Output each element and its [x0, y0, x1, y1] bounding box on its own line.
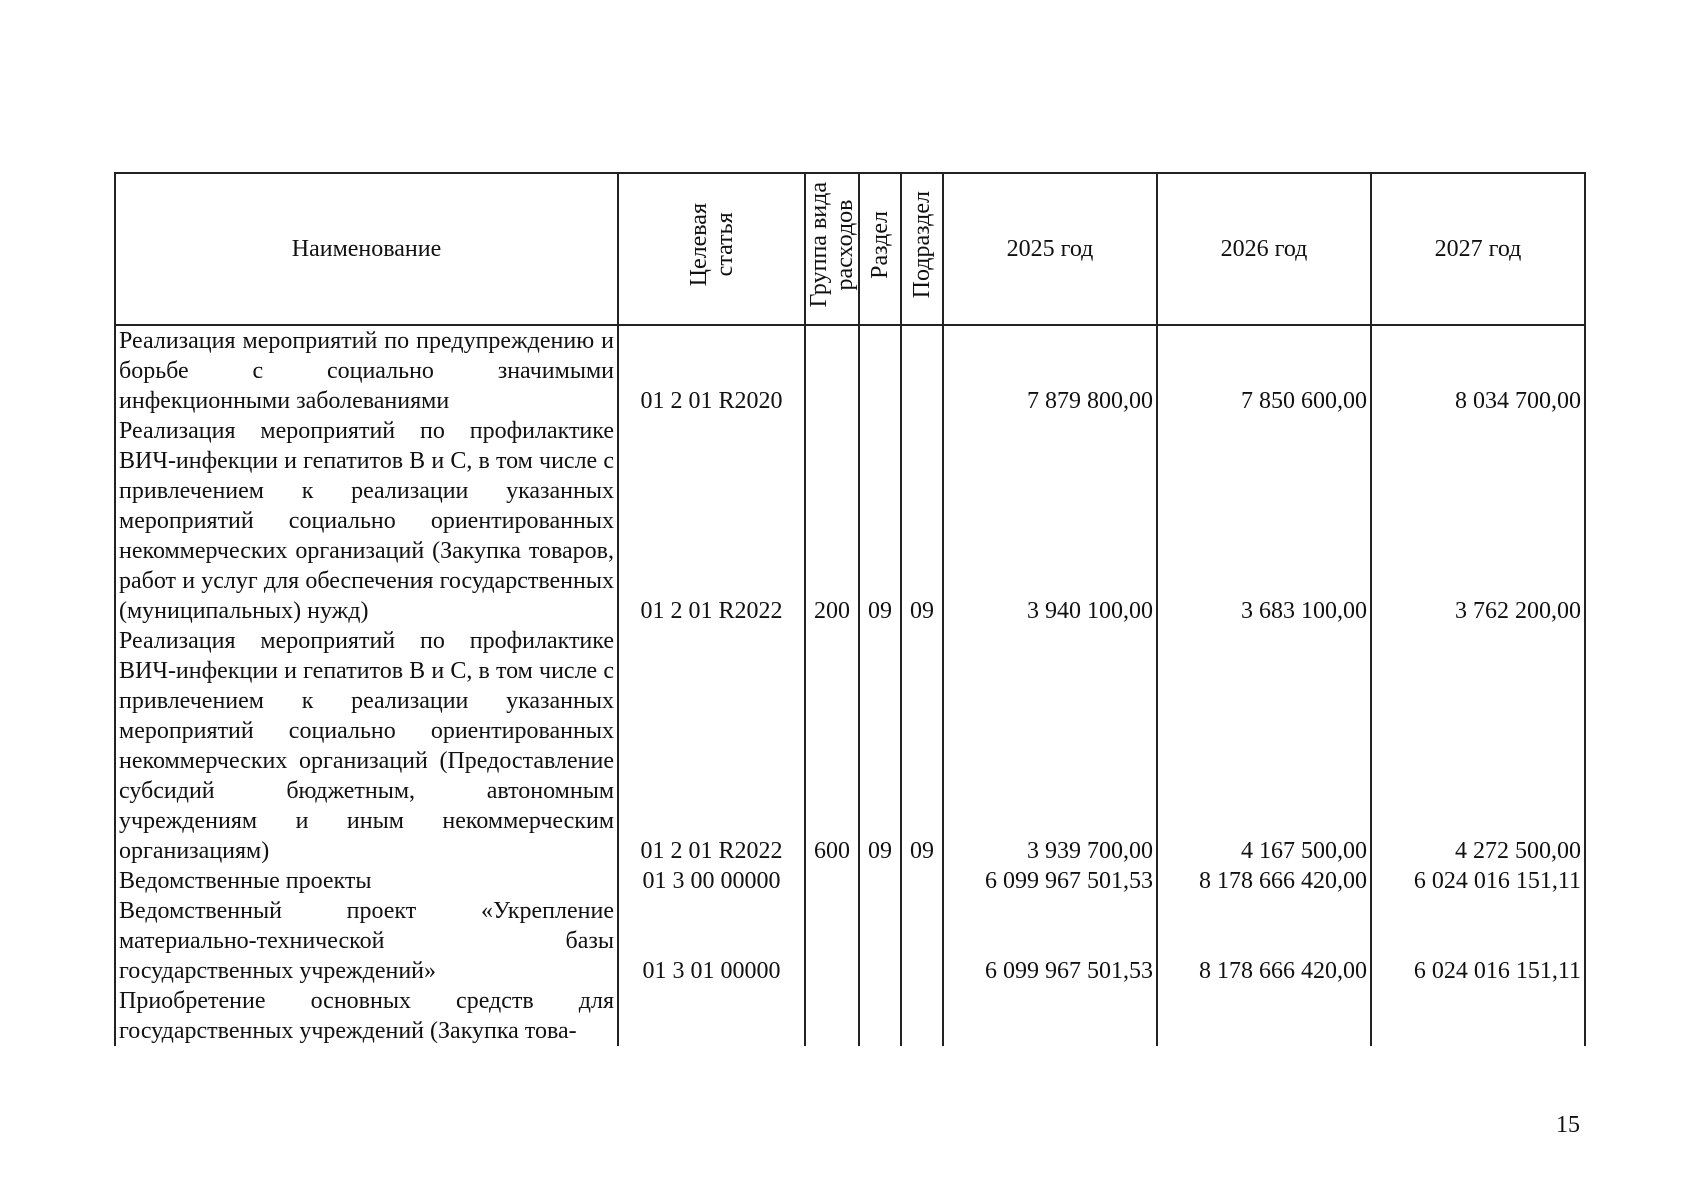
budget-table	[114, 172, 1586, 1046]
header-section: Раздел	[859, 173, 901, 325]
table-row	[115, 416, 1585, 626]
header-year-2026: 2026 год	[1157, 173, 1371, 325]
row-amount-2025: 6 099 967 501,53	[943, 866, 1157, 896]
table-row	[115, 325, 1585, 416]
row-section	[859, 325, 901, 416]
row-amount-2025	[943, 986, 1157, 1046]
row-target-code	[618, 986, 805, 1046]
row-amount-2026: 3 683 100,00	[1157, 416, 1371, 626]
row-amount-2027: 6 024 016 151,11	[1371, 896, 1585, 986]
row-amount-2027: 8 034 700,00	[1371, 325, 1585, 416]
row-target-code: 01 2 01 R2020	[618, 325, 805, 416]
table-row	[115, 866, 1585, 896]
row-subsection	[901, 896, 943, 986]
row-amount-2027	[1371, 986, 1585, 1046]
row-name: Реализация мероприятий по профилактике ВИЧ-инфекции и гепатитов В и С, в том числе с привлечением к реализации указанных мероприятий социально ориентированных некоммерческих организаций (Закупка товаров, работ и услуг для обеспечения государственных (муниципальных) нужд)	[115, 416, 618, 626]
row-amount-2026	[1157, 986, 1371, 1046]
row-target-code: 01 3 00 00000	[618, 866, 805, 896]
row-expense-group	[805, 896, 859, 986]
row-subsection	[901, 325, 943, 416]
row-section	[859, 986, 901, 1046]
row-amount-2026: 4 167 500,00	[1157, 626, 1371, 866]
row-name: Реализация мероприятий по профилактике ВИЧ-инфекции и гепатитов В и С, в том числе с привлечением к реализации указанных мероприятий социально ориентированных некоммерческих организаций (Предоставление субсидий бюджетным, автономным учреждениям и иным некоммерческим организациям)	[115, 626, 618, 866]
row-name: Ведомственный проект «Укрепление материально-технической базы государственных учреждений»	[115, 896, 618, 986]
row-section	[859, 896, 901, 986]
table-row	[115, 986, 1585, 1046]
row-name: Приобретение основных средств для государственных учреждений (Закупка това-	[115, 986, 618, 1046]
row-amount-2025: 3 940 100,00	[943, 416, 1157, 626]
row-amount-2025: 7 879 800,00	[943, 325, 1157, 416]
row-target-code: 01 2 01 R2022	[618, 626, 805, 866]
header-year-2027: 2027 год	[1371, 173, 1585, 325]
header-year-2025: 2025 год	[943, 173, 1157, 325]
row-target-code: 01 2 01 R2022	[618, 416, 805, 626]
page-number: 15	[1556, 1112, 1580, 1138]
row-amount-2027: 6 024 016 151,11	[1371, 866, 1585, 896]
row-amount-2026: 8 178 666 420,00	[1157, 896, 1371, 986]
row-expense-group	[805, 325, 859, 416]
row-subsection	[901, 986, 943, 1046]
row-amount-2026: 8 178 666 420,00	[1157, 866, 1371, 896]
row-name: Ведомственные проекты	[115, 866, 618, 896]
row-subsection: 09	[901, 416, 943, 626]
row-subsection	[901, 866, 943, 896]
row-subsection: 09	[901, 626, 943, 866]
row-expense-group	[805, 866, 859, 896]
row-expense-group	[805, 986, 859, 1046]
row-expense-group: 600	[805, 626, 859, 866]
row-amount-2027: 4 272 500,00	[1371, 626, 1585, 866]
row-target-code: 01 3 01 00000	[618, 896, 805, 986]
table-header-row	[115, 173, 1585, 325]
row-amount-2025: 3 939 700,00	[943, 626, 1157, 866]
row-section: 09	[859, 626, 901, 866]
header-name: Наименование	[115, 173, 618, 325]
row-name: Реализация мероприятий по предупреждению и борьбе с социально значимыми инфекционными заболеваниями	[115, 325, 618, 416]
row-section	[859, 866, 901, 896]
row-amount-2026: 7 850 600,00	[1157, 325, 1371, 416]
row-section: 09	[859, 416, 901, 626]
header-target-article: Целевая статья	[618, 173, 805, 325]
header-subsection: Подраздел	[901, 173, 943, 325]
row-amount-2027: 3 762 200,00	[1371, 416, 1585, 626]
row-expense-group: 200	[805, 416, 859, 626]
table-row	[115, 626, 1585, 866]
row-amount-2025: 6 099 967 501,53	[943, 896, 1157, 986]
header-expense-group: Группа вида расходов	[805, 173, 859, 325]
table-row	[115, 896, 1585, 986]
